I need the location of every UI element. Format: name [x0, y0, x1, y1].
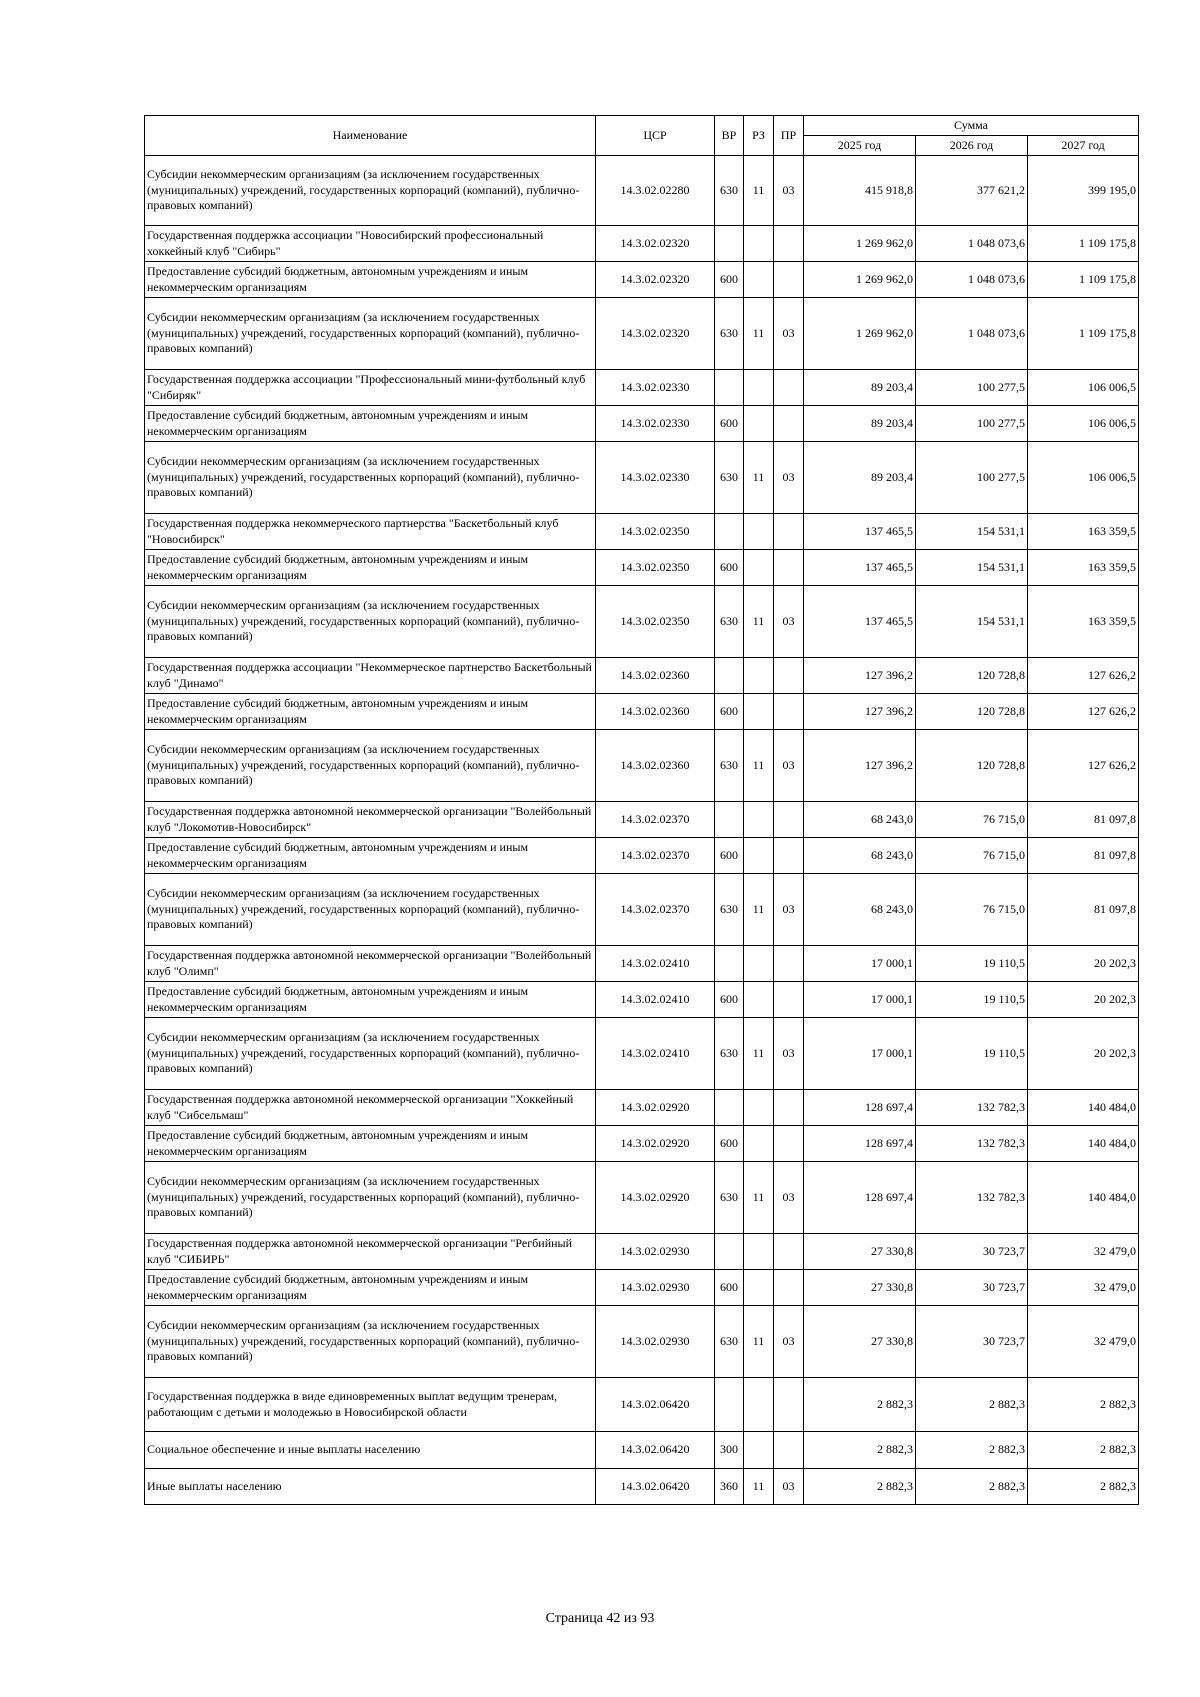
row-amount-2026: 154 531,1 [916, 550, 1028, 586]
row-amount-2026: 2 882,3 [916, 1469, 1028, 1505]
row-vr: 630 [715, 1018, 744, 1090]
row-name: Государственная поддержка ассоциации "Новосибирский профессиональный хоккейный клуб "Сибирь" [145, 226, 596, 262]
row-amount-2026: 30 723,7 [916, 1234, 1028, 1270]
row-rz [744, 658, 774, 694]
row-amount-2026: 120 728,8 [916, 730, 1028, 802]
row-csr: 14.3.02.02370 [596, 802, 715, 838]
row-pr: 03 [774, 586, 804, 658]
row-amount-2027: 32 479,0 [1028, 1234, 1139, 1270]
row-vr: 600 [715, 1270, 744, 1306]
table-row [145, 1090, 1139, 1126]
row-amount-2025: 127 396,2 [804, 730, 916, 802]
row-amount-2025: 89 203,4 [804, 406, 916, 442]
row-rz [744, 514, 774, 550]
row-name: Предоставление субсидий бюджетным, автономным учреждениям и иным некоммерческим организациям [145, 550, 596, 586]
row-amount-2025: 68 243,0 [804, 838, 916, 874]
page-number: Страница 42 из 93 [545, 1611, 655, 1626]
header-year-2025: 2025 год [804, 136, 916, 156]
row-rz [744, 694, 774, 730]
row-vr: 360 [715, 1469, 744, 1505]
row-amount-2026: 19 110,5 [916, 946, 1028, 982]
row-csr: 14.3.02.06420 [596, 1378, 715, 1432]
row-name: Государственная поддержка автономной некоммерческой организации "Регбийный клуб "СИБИРЬ" [145, 1234, 596, 1270]
row-amount-2027: 127 626,2 [1028, 730, 1139, 802]
row-pr [774, 370, 804, 406]
row-amount-2027: 20 202,3 [1028, 982, 1139, 1018]
row-rz: 11 [744, 586, 774, 658]
row-name: Государственная поддержка автономной некоммерческой организации "Хоккейный клуб "Сибсельмаш" [145, 1090, 596, 1126]
row-name: Государственная поддержка некоммерческого партнерства "Баскетбольный клуб "Новосибирск" [145, 514, 596, 550]
row-name: Государственная поддержка ассоциации "Профессиональный мини-футбольный клуб "Сибиряк" [145, 370, 596, 406]
table-row [145, 262, 1139, 298]
row-rz: 11 [744, 1306, 774, 1378]
row-amount-2026: 377 621,2 [916, 156, 1028, 226]
row-amount-2026: 132 782,3 [916, 1162, 1028, 1234]
row-rz [744, 226, 774, 262]
row-rz: 11 [744, 156, 774, 226]
table-row [145, 586, 1139, 658]
header-rz: РЗ [744, 116, 774, 156]
row-vr: 630 [715, 1162, 744, 1234]
row-vr: 600 [715, 406, 744, 442]
row-amount-2025: 2 882,3 [804, 1378, 916, 1432]
table-row [145, 658, 1139, 694]
row-amount-2027: 163 359,5 [1028, 586, 1139, 658]
row-pr [774, 1234, 804, 1270]
row-amount-2026: 30 723,7 [916, 1270, 1028, 1306]
row-csr: 14.3.02.02320 [596, 226, 715, 262]
table-row [145, 874, 1139, 946]
row-rz: 11 [744, 730, 774, 802]
table-row [145, 694, 1139, 730]
row-amount-2027: 1 109 175,8 [1028, 262, 1139, 298]
row-name: Предоставление субсидий бюджетным, автономным учреждениям и иным некоммерческим организациям [145, 1126, 596, 1162]
row-pr [774, 838, 804, 874]
row-vr: 600 [715, 1126, 744, 1162]
row-pr: 03 [774, 1306, 804, 1378]
row-rz [744, 1234, 774, 1270]
row-vr: 630 [715, 586, 744, 658]
row-amount-2026: 120 728,8 [916, 694, 1028, 730]
row-rz [744, 838, 774, 874]
row-rz: 11 [744, 874, 774, 946]
row-amount-2026: 19 110,5 [916, 982, 1028, 1018]
row-amount-2026: 132 782,3 [916, 1126, 1028, 1162]
table-row [145, 946, 1139, 982]
row-name: Субсидии некоммерческим организациям (за исключением государственных (муниципальных) учреждений, государственных корпораций (компаний), публично-правовых компаний) [145, 156, 596, 226]
row-amount-2025: 128 697,4 [804, 1162, 916, 1234]
row-rz: 11 [744, 298, 774, 370]
row-pr: 03 [774, 442, 804, 514]
row-csr: 14.3.02.02410 [596, 946, 715, 982]
row-rz [744, 1378, 774, 1432]
row-amount-2026: 1 048 073,6 [916, 226, 1028, 262]
row-csr: 14.3.02.02930 [596, 1234, 715, 1270]
row-pr: 03 [774, 730, 804, 802]
row-name: Субсидии некоммерческим организациям (за исключением государственных (муниципальных) учреждений, государственных корпораций (компаний), публично-правовых компаний) [145, 1306, 596, 1378]
row-amount-2026: 1 048 073,6 [916, 262, 1028, 298]
row-amount-2025: 27 330,8 [804, 1270, 916, 1306]
row-pr [774, 658, 804, 694]
row-csr: 14.3.02.02350 [596, 550, 715, 586]
row-amount-2025: 137 465,5 [804, 550, 916, 586]
row-rz: 11 [744, 1469, 774, 1505]
row-name: Предоставление субсидий бюджетным, автономным учреждениям и иным некоммерческим организациям [145, 406, 596, 442]
row-pr [774, 406, 804, 442]
row-amount-2025: 1 269 962,0 [804, 226, 916, 262]
row-amount-2027: 81 097,8 [1028, 874, 1139, 946]
row-name: Государственная поддержка ассоциации "Некоммерческое партнерство Баскетбольный клуб "Динамо" [145, 658, 596, 694]
row-amount-2026: 19 110,5 [916, 1018, 1028, 1090]
row-amount-2025: 128 697,4 [804, 1090, 916, 1126]
row-amount-2026: 1 048 073,6 [916, 298, 1028, 370]
row-amount-2027: 81 097,8 [1028, 838, 1139, 874]
row-vr [715, 802, 744, 838]
row-amount-2026: 100 277,5 [916, 442, 1028, 514]
row-amount-2025: 137 465,5 [804, 586, 916, 658]
row-csr: 14.3.02.02330 [596, 442, 715, 514]
row-rz: 11 [744, 1018, 774, 1090]
table-row [145, 1432, 1139, 1469]
row-csr: 14.3.02.02930 [596, 1270, 715, 1306]
row-name: Иные выплаты населению [145, 1469, 596, 1505]
row-pr [774, 982, 804, 1018]
row-amount-2027: 1 109 175,8 [1028, 298, 1139, 370]
row-amount-2025: 27 330,8 [804, 1234, 916, 1270]
table-row [145, 226, 1139, 262]
row-vr [715, 370, 744, 406]
table-row [145, 982, 1139, 1018]
row-vr [715, 658, 744, 694]
table-row [145, 1162, 1139, 1234]
row-csr: 14.3.02.02920 [596, 1090, 715, 1126]
row-amount-2027: 2 882,3 [1028, 1378, 1139, 1432]
row-amount-2027: 127 626,2 [1028, 658, 1139, 694]
row-csr: 14.3.02.02360 [596, 658, 715, 694]
row-vr: 630 [715, 156, 744, 226]
row-amount-2027: 163 359,5 [1028, 514, 1139, 550]
row-pr [774, 1270, 804, 1306]
row-amount-2025: 17 000,1 [804, 982, 916, 1018]
row-name: Предоставление субсидий бюджетным, автономным учреждениям и иным некоммерческим организациям [145, 262, 596, 298]
row-name: Субсидии некоммерческим организациям (за исключением государственных (муниципальных) учреждений, государственных корпораций (компаний), публично-правовых компаний) [145, 1018, 596, 1090]
row-name: Государственная поддержка автономной некоммерческой организации "Волейбольный клуб "Локомотив-Новосибирск" [145, 802, 596, 838]
row-amount-2025: 89 203,4 [804, 442, 916, 514]
table-row [145, 298, 1139, 370]
row-name: Субсидии некоммерческим организациям (за исключением государственных (муниципальных) учреждений, государственных корпораций (компаний), публично-правовых компаний) [145, 874, 596, 946]
row-csr: 14.3.02.02920 [596, 1162, 715, 1234]
row-rz [744, 1432, 774, 1469]
row-vr: 630 [715, 298, 744, 370]
table-row [145, 514, 1139, 550]
row-pr [774, 514, 804, 550]
row-rz: 11 [744, 442, 774, 514]
row-name: Предоставление субсидий бюджетным, автономным учреждениям и иным некоммерческим организациям [145, 982, 596, 1018]
row-amount-2025: 17 000,1 [804, 946, 916, 982]
row-vr: 630 [715, 442, 744, 514]
row-amount-2026: 154 531,1 [916, 514, 1028, 550]
row-amount-2027: 2 882,3 [1028, 1432, 1139, 1469]
row-vr: 630 [715, 1306, 744, 1378]
row-csr: 14.3.02.02330 [596, 406, 715, 442]
row-csr: 14.3.02.02410 [596, 1018, 715, 1090]
row-name: Субсидии некоммерческим организациям (за исключением государственных (муниципальных) учреждений, государственных корпораций (компаний), публично-правовых компаний) [145, 1162, 596, 1234]
header-vr: ВР [715, 116, 744, 156]
table-row [145, 1306, 1139, 1378]
row-name: Государственная поддержка автономной некоммерческой организации "Волейбольный клуб "Олимп" [145, 946, 596, 982]
row-vr [715, 226, 744, 262]
row-vr [715, 946, 744, 982]
table-row [145, 802, 1139, 838]
row-name: Субсидии некоммерческим организациям (за исключением государственных (муниципальных) учреждений, государственных корпораций (компаний), публично-правовых компаний) [145, 586, 596, 658]
row-pr [774, 1126, 804, 1162]
row-amount-2025: 415 918,8 [804, 156, 916, 226]
row-rz [744, 1270, 774, 1306]
row-amount-2026: 2 882,3 [916, 1432, 1028, 1469]
row-amount-2026: 154 531,1 [916, 586, 1028, 658]
row-amount-2027: 163 359,5 [1028, 550, 1139, 586]
row-pr: 03 [774, 298, 804, 370]
row-amount-2025: 68 243,0 [804, 874, 916, 946]
row-rz [744, 262, 774, 298]
table-row [145, 838, 1139, 874]
table-row [145, 1018, 1139, 1090]
row-vr [715, 1234, 744, 1270]
row-amount-2027: 20 202,3 [1028, 1018, 1139, 1090]
row-vr: 300 [715, 1432, 744, 1469]
row-vr: 600 [715, 838, 744, 874]
row-vr [715, 1378, 744, 1432]
row-amount-2026: 100 277,5 [916, 370, 1028, 406]
row-rz [744, 946, 774, 982]
header-year-2026: 2026 год [916, 136, 1028, 156]
row-pr [774, 1090, 804, 1126]
row-vr: 600 [715, 694, 744, 730]
header-pr: ПР [774, 116, 804, 156]
row-vr: 600 [715, 262, 744, 298]
row-csr: 14.3.02.02360 [596, 730, 715, 802]
row-pr [774, 550, 804, 586]
row-rz [744, 1090, 774, 1126]
row-pr: 03 [774, 1469, 804, 1505]
row-amount-2027: 140 484,0 [1028, 1126, 1139, 1162]
row-csr: 14.3.02.02350 [596, 586, 715, 658]
row-pr [774, 802, 804, 838]
row-csr: 14.3.02.02320 [596, 298, 715, 370]
row-name: Государственная поддержка в виде единовременных выплат ведущим тренерам, работающим с детьми и молодежью в Новосибирской области [145, 1378, 596, 1432]
table-row [145, 1234, 1139, 1270]
row-csr: 14.3.02.02410 [596, 982, 715, 1018]
row-pr [774, 226, 804, 262]
row-amount-2027: 32 479,0 [1028, 1270, 1139, 1306]
table-row [145, 156, 1139, 226]
row-rz [744, 550, 774, 586]
row-vr: 600 [715, 982, 744, 1018]
row-amount-2025: 89 203,4 [804, 370, 916, 406]
row-pr: 03 [774, 1162, 804, 1234]
table-row [145, 1378, 1139, 1432]
row-csr: 14.3.02.02370 [596, 874, 715, 946]
table-row [145, 370, 1139, 406]
header-csr: ЦСР [596, 116, 715, 156]
row-csr: 14.3.02.06420 [596, 1432, 715, 1469]
row-amount-2026: 120 728,8 [916, 658, 1028, 694]
row-amount-2027: 399 195,0 [1028, 156, 1139, 226]
row-csr: 14.3.02.02920 [596, 1126, 715, 1162]
row-csr: 14.3.02.02320 [596, 262, 715, 298]
row-amount-2026: 100 277,5 [916, 406, 1028, 442]
row-csr: 14.3.02.02280 [596, 156, 715, 226]
row-amount-2025: 1 269 962,0 [804, 262, 916, 298]
row-amount-2027: 81 097,8 [1028, 802, 1139, 838]
row-csr: 14.3.02.02370 [596, 838, 715, 874]
row-pr: 03 [774, 1018, 804, 1090]
row-pr [774, 1432, 804, 1469]
row-amount-2026: 76 715,0 [916, 874, 1028, 946]
row-vr: 600 [715, 550, 744, 586]
header-name: Наименование [145, 116, 596, 156]
row-amount-2027: 20 202,3 [1028, 946, 1139, 982]
row-amount-2025: 127 396,2 [804, 658, 916, 694]
row-pr [774, 262, 804, 298]
table-body [145, 156, 1139, 1505]
table-row [145, 1469, 1139, 1505]
header-year-2027: 2027 год [1028, 136, 1139, 156]
row-amount-2026: 76 715,0 [916, 802, 1028, 838]
row-amount-2025: 17 000,1 [804, 1018, 916, 1090]
row-amount-2025: 1 269 962,0 [804, 298, 916, 370]
row-vr: 630 [715, 874, 744, 946]
row-rz [744, 982, 774, 1018]
row-pr: 03 [774, 874, 804, 946]
row-pr [774, 694, 804, 730]
row-name: Предоставление субсидий бюджетным, автономным учреждениям и иным некоммерческим организациям [145, 694, 596, 730]
table-row [145, 1126, 1139, 1162]
row-vr [715, 1090, 744, 1126]
row-amount-2027: 127 626,2 [1028, 694, 1139, 730]
row-amount-2027: 32 479,0 [1028, 1306, 1139, 1378]
table-row [145, 550, 1139, 586]
row-csr: 14.3.02.02360 [596, 694, 715, 730]
budget-table [144, 115, 1139, 1505]
row-name: Предоставление субсидий бюджетным, автономным учреждениям и иным некоммерческим организациям [145, 838, 596, 874]
row-rz [744, 802, 774, 838]
table-row [145, 442, 1139, 514]
table-header [145, 116, 1139, 156]
row-name: Субсидии некоммерческим организациям (за исключением государственных (муниципальных) учреждений, государственных корпораций (компаний), публично-правовых компаний) [145, 298, 596, 370]
row-vr: 630 [715, 730, 744, 802]
row-name: Субсидии некоммерческим организациям (за исключением государственных (муниципальных) учреждений, государственных корпораций (компаний), публично-правовых компаний) [145, 442, 596, 514]
row-amount-2025: 127 396,2 [804, 694, 916, 730]
row-name: Предоставление субсидий бюджетным, автономным учреждениям и иным некоммерческим организациям [145, 1270, 596, 1306]
row-amount-2025: 137 465,5 [804, 514, 916, 550]
row-rz [744, 370, 774, 406]
row-rz [744, 1126, 774, 1162]
row-name: Субсидии некоммерческим организациям (за исключением государственных (муниципальных) учреждений, государственных корпораций (компаний), публично-правовых компаний) [145, 730, 596, 802]
row-amount-2027: 140 484,0 [1028, 1090, 1139, 1126]
row-amount-2025: 128 697,4 [804, 1126, 916, 1162]
header-sum: Сумма [804, 116, 1139, 136]
row-rz [744, 406, 774, 442]
row-amount-2025: 68 243,0 [804, 802, 916, 838]
table-row [145, 730, 1139, 802]
row-amount-2026: 30 723,7 [916, 1306, 1028, 1378]
row-csr: 14.3.02.06420 [596, 1469, 715, 1505]
row-pr [774, 1378, 804, 1432]
row-amount-2026: 76 715,0 [916, 838, 1028, 874]
row-amount-2027: 2 882,3 [1028, 1469, 1139, 1505]
table-row [145, 1270, 1139, 1306]
row-amount-2025: 27 330,8 [804, 1306, 916, 1378]
row-csr: 14.3.02.02350 [596, 514, 715, 550]
row-amount-2025: 2 882,3 [804, 1432, 916, 1469]
row-amount-2027: 1 109 175,8 [1028, 226, 1139, 262]
row-vr [715, 514, 744, 550]
row-pr: 03 [774, 156, 804, 226]
row-amount-2027: 106 006,5 [1028, 370, 1139, 406]
row-pr [774, 946, 804, 982]
row-amount-2027: 106 006,5 [1028, 406, 1139, 442]
row-amount-2027: 140 484,0 [1028, 1162, 1139, 1234]
row-csr: 14.3.02.02930 [596, 1306, 715, 1378]
table-row [145, 406, 1139, 442]
row-amount-2025: 2 882,3 [804, 1469, 916, 1505]
row-csr: 14.3.02.02330 [596, 370, 715, 406]
row-amount-2026: 132 782,3 [916, 1090, 1028, 1126]
row-amount-2027: 106 006,5 [1028, 442, 1139, 514]
row-rz: 11 [744, 1162, 774, 1234]
row-name: Социальное обеспечение и иные выплаты населению [145, 1432, 596, 1469]
row-amount-2026: 2 882,3 [916, 1378, 1028, 1432]
